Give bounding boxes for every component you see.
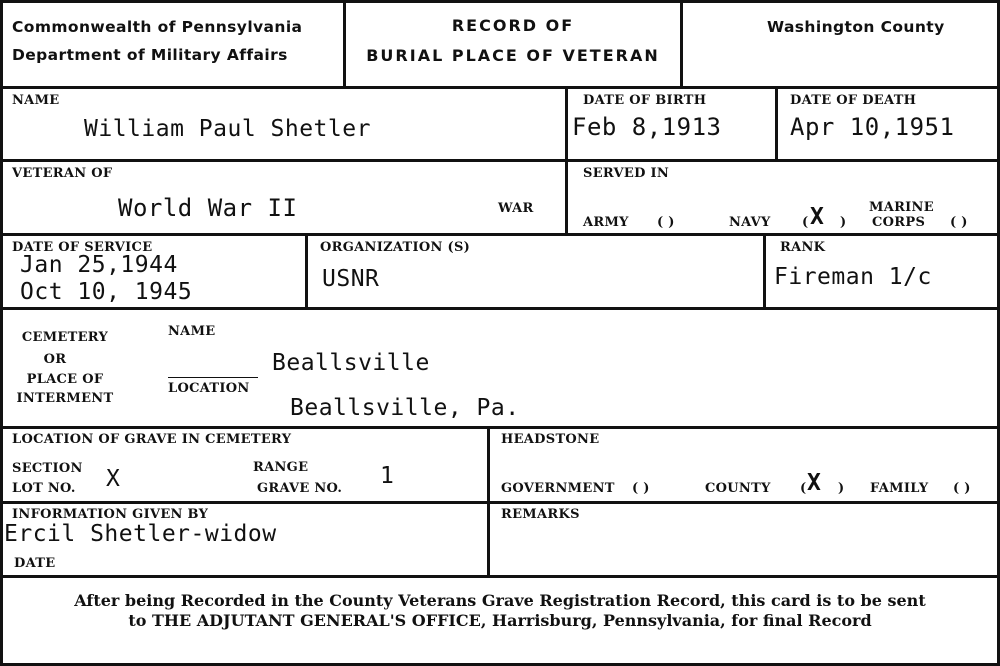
rule-row1-div1 <box>565 87 568 160</box>
rule-row2-div1 <box>565 160 568 234</box>
government-checkbox: ( ) <box>632 481 650 496</box>
rule-row5-bottom <box>0 501 1000 504</box>
government-label: GOVERNMENT <box>501 481 615 496</box>
rule-row1-div2 <box>775 87 778 160</box>
navy-paren-close: ) <box>840 215 847 230</box>
cemetery-label-line1: CEMETERY <box>21 330 109 345</box>
war-label: WAR <box>498 201 534 216</box>
header-county: Washington County <box>767 18 945 36</box>
date-of-birth-label: DATE OF BIRTH <box>583 93 707 108</box>
family-checkbox: ( ) <box>953 481 971 496</box>
navy-label: NAVY <box>729 215 771 230</box>
rule-left <box>0 0 3 666</box>
cemetery-location-value: Beallsville, Pa. <box>290 395 520 421</box>
cemetery-location-rule <box>168 377 258 378</box>
header-department: Department of Military Affairs <box>12 46 288 64</box>
rule-row6-div1 <box>487 502 490 576</box>
cemetery-label-line2: OR <box>43 352 67 367</box>
veteran-of-value: World War II <box>118 194 298 222</box>
section-lot-value: X <box>106 466 121 492</box>
rule-row6-bottom <box>0 575 1000 578</box>
cemetery-name-value: Beallsville <box>272 350 430 376</box>
lot-no-label: LOT NO. <box>12 481 76 496</box>
cemetery-label-line3: PLACE OF <box>26 372 104 387</box>
county-check-mark: X <box>807 470 822 496</box>
remarks-label: REMARKS <box>501 507 580 522</box>
rule-row1-bottom <box>0 159 1000 162</box>
footer-instruction-line2: to THE ADJUTANT GENERAL'S OFFICE, Harrisburg, Pennsylvania, for final Record <box>128 611 872 630</box>
rule-top <box>0 0 1000 3</box>
rank-value: Fireman 1/c <box>774 264 932 290</box>
service-start-value: Jan 25,1944 <box>20 252 178 278</box>
county-paren-open: ( <box>800 481 807 496</box>
rule-row2-bottom <box>0 233 1000 236</box>
rule-header-div2 <box>680 0 683 87</box>
date-label: DATE <box>14 556 56 571</box>
date-of-death-label: DATE OF DEATH <box>790 93 917 108</box>
rule-row3-div2 <box>763 234 766 308</box>
cemetery-label-line4: INTERMENT <box>16 391 114 406</box>
range-label: RANGE <box>253 460 309 475</box>
rule-row5-div1 <box>487 427 490 502</box>
range-grave-value: 1 <box>380 463 395 489</box>
grave-location-label: LOCATION OF GRAVE IN CEMETERY <box>12 432 292 447</box>
marine-checkbox: ( ) <box>950 215 968 230</box>
rule-header-div1 <box>343 0 346 87</box>
veteran-name-value: William Paul Shetler <box>84 116 371 142</box>
grave-no-label: GRAVE NO. <box>257 481 343 496</box>
name-label: NAME <box>12 93 60 108</box>
date-of-birth-value: Feb 8,1913 <box>572 113 722 141</box>
organization-label: ORGANIZATION (S) <box>320 240 471 255</box>
header-title-line1: RECORD OF <box>451 16 575 35</box>
footer-instruction-line1: After being Recorded in the County Veterans Grave Registration Record, this card is to be sent <box>74 591 926 610</box>
cemetery-name-label: NAME <box>168 324 216 339</box>
section-label: SECTION <box>12 461 83 476</box>
army-label: ARMY <box>583 215 629 230</box>
corps-label: CORPS <box>872 215 926 230</box>
organization-value: USNR <box>322 266 380 292</box>
navy-check-mark: X <box>810 204 825 230</box>
rule-row4-bottom <box>0 426 1000 429</box>
date-of-service-label: DATE OF SERVICE <box>12 240 153 255</box>
header-title-line2: BURIAL PLACE OF VETERAN <box>366 46 660 65</box>
marine-label: MARINE <box>869 200 934 215</box>
info-given-by-value: Ercil Shetler-widow <box>4 521 277 547</box>
cemetery-location-label: LOCATION <box>168 381 250 396</box>
family-label: FAMILY <box>870 481 929 496</box>
navy-paren-open: ( <box>802 215 809 230</box>
county-label: COUNTY <box>705 481 771 496</box>
rule-row3-bottom <box>0 307 1000 310</box>
army-checkbox: ( ) <box>657 215 675 230</box>
rank-label: RANK <box>780 240 826 255</box>
veteran-of-label: VETERAN OF <box>12 166 113 181</box>
rule-row3-div1 <box>305 234 308 308</box>
headstone-label: HEADSTONE <box>501 432 600 447</box>
header-commonwealth: Commonwealth of Pennsylvania <box>12 18 303 36</box>
service-end-value: Oct 10, 1945 <box>20 279 193 305</box>
date-of-death-value: Apr 10,1951 <box>790 113 955 141</box>
rule-header-bottom <box>0 86 1000 89</box>
served-in-label: SERVED IN <box>583 166 670 181</box>
county-paren-close: ) <box>838 481 845 496</box>
info-given-by-label: INFORMATION GIVEN BY <box>12 507 209 522</box>
